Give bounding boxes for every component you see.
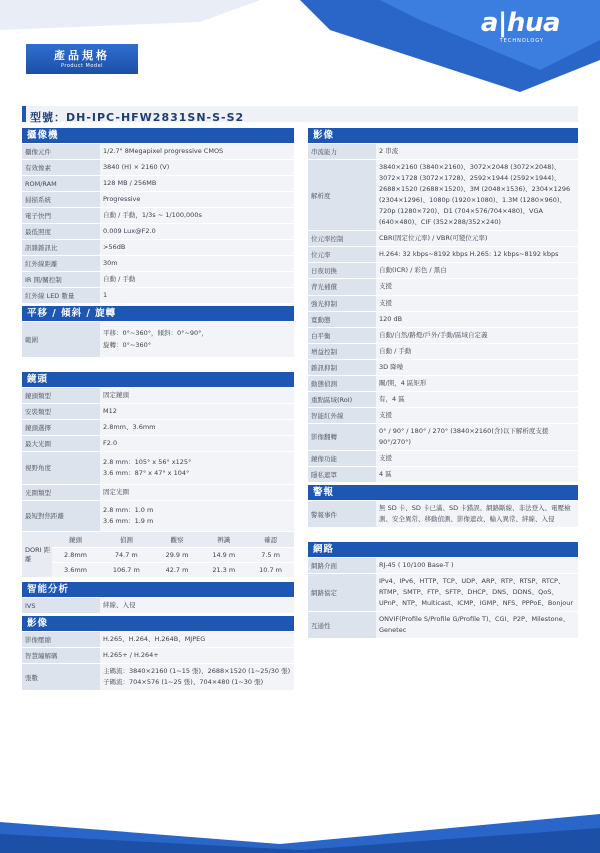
row-value: 支援 <box>376 295 578 311</box>
table-row <box>22 500 294 531</box>
row-key: 強光抑制 <box>308 295 376 311</box>
row-value: CBR(固定位元率) / VBR(可變位元率) <box>376 231 578 247</box>
dori-label: DORI 距離 <box>22 532 52 578</box>
row-value: H.264: 32 kbps~8192 kbps H.265: 12 kbps~8192 kbps <box>376 247 578 263</box>
table-row <box>308 231 578 247</box>
table-row <box>22 435 294 451</box>
table-row <box>22 224 294 240</box>
table-row <box>22 256 294 272</box>
row-key: 視野角度 <box>22 451 100 484</box>
row-key: 動態偵測 <box>308 375 376 391</box>
table-row <box>308 144 578 160</box>
dori-header: 辨識 <box>200 532 247 548</box>
row-value: 4 區 <box>376 467 578 483</box>
row-key: 鏡像功能 <box>308 450 376 466</box>
row-value: 1 <box>100 288 294 304</box>
row-key: 張數 <box>22 664 100 691</box>
dori-cell: 42.7 m <box>154 562 201 577</box>
row-key: 互通性 <box>308 612 376 639</box>
row-key: 串流能力 <box>308 144 376 160</box>
row-value: 關/開，4 區矩形 <box>376 375 578 391</box>
lens-table <box>22 388 294 532</box>
row-value: 自動 / 手動，1/3s ~ 1/100,000s <box>100 208 294 224</box>
model-label: 型號：DH-IPC-HFW2831SN-S-S2 <box>30 111 245 124</box>
product-tag-zh: 產品規格 <box>54 49 110 62</box>
row-key: 背光補償 <box>308 279 376 295</box>
table-row <box>22 288 294 304</box>
row-value: 自動 / 手動 <box>100 272 294 288</box>
table-row <box>22 272 294 288</box>
table-row <box>308 407 578 423</box>
dori-header: 偵測 <box>99 532 154 548</box>
row-value: 2.8mm、3.6mm <box>100 419 294 435</box>
row-key: 紅外線距離 <box>22 256 100 272</box>
dori-cell: 74.7 m <box>99 547 154 562</box>
row-value: 支援 <box>376 279 578 295</box>
row-key: 智能紅外線 <box>308 407 376 423</box>
row-key: 解析度 <box>308 160 376 231</box>
table-row <box>308 391 578 407</box>
row-value: 無 SD 卡、SD 卡已滿、SD 卡錯誤、網路斷線、非法登入、電壓檢測、安全異常、移動偵測、影像遮改、輸入異常、絆線、入侵 <box>376 501 578 528</box>
row-key: 掃描系統 <box>22 192 100 208</box>
dori-table <box>22 532 294 578</box>
fov-3-6: 3.6 mm：87° x 47° x 104° <box>103 468 190 477</box>
table-row <box>308 375 578 391</box>
smart-table <box>22 598 294 614</box>
dori-header: 確認 <box>247 532 294 548</box>
row-value: 固定鏡頭 <box>100 388 294 404</box>
table-row <box>22 532 294 548</box>
table-row <box>308 311 578 327</box>
right-column <box>308 128 578 639</box>
row-value: 1/2.7" 8Megapixel progressive CMOS <box>100 144 294 160</box>
row-key: 最短對焦距離 <box>22 500 100 531</box>
dori-cell: 14.9 m <box>200 547 247 562</box>
row-key: 白平衡 <box>308 327 376 343</box>
row-key: 位元率 <box>308 247 376 263</box>
table-row <box>22 664 294 691</box>
table-row <box>308 450 578 466</box>
table-row <box>308 295 578 311</box>
row-key: ROM/RAM <box>22 176 100 192</box>
table-row <box>308 467 578 483</box>
table-row <box>308 279 578 295</box>
row-value: ONVIF(Profile S/Profile G/Profile T)、CGI、P2P、Milestone、Genetec <box>376 612 578 639</box>
row-key: 影像壓縮 <box>22 632 100 648</box>
footer-band <box>0 808 600 853</box>
table-row <box>22 160 294 176</box>
row-value <box>100 322 294 357</box>
table-row <box>308 501 578 528</box>
row-value: 自動(ICR) / 彩色 / 黑白 <box>376 263 578 279</box>
row-value: F2.0 <box>100 435 294 451</box>
table-row <box>22 648 294 664</box>
row-key: 隱私遮罩 <box>308 467 376 483</box>
model-bar <box>22 106 578 122</box>
row-value: 3840 (H) × 2160 (V) <box>100 160 294 176</box>
row-key: 電子快門 <box>22 208 100 224</box>
dori-cell: 7.5 m <box>247 547 294 562</box>
row-value: 0.009 Lux@F2.0 <box>100 224 294 240</box>
table-row <box>22 144 294 160</box>
dori-cell: 10.7 m <box>247 562 294 577</box>
sub-stream: 子碼流：704×576 (1~25 張)、704×480 (1~30 張) <box>103 678 264 687</box>
table-row <box>22 176 294 192</box>
row-value: 有，4 區 <box>376 391 578 407</box>
dori-header: 鏡頭 <box>52 532 99 548</box>
row-key: 鏡頭類型 <box>22 388 100 404</box>
row-value: RJ-45 ( 10/100 Base-T ) <box>376 558 578 574</box>
section-video-left: 影像 <box>22 616 294 631</box>
row-value: 絆線、入侵 <box>100 598 294 614</box>
dori-cell: 29.9 m <box>154 547 201 562</box>
row-value: 自動/自然/路燈/戶外/手動/區域自定義 <box>376 327 578 343</box>
table-row <box>308 574 578 612</box>
row-value: 支援 <box>376 407 578 423</box>
row-value: M12 <box>100 403 294 419</box>
row-key: 增益控制 <box>308 343 376 359</box>
brand-tagline: TECHNOLOGY <box>499 38 544 44</box>
row-value: 30m <box>100 256 294 272</box>
row-key: 鏡頭選擇 <box>22 419 100 435</box>
table-row <box>308 263 578 279</box>
row-key: 紅外線 LED 數量 <box>22 288 100 304</box>
row-value: 2 串流 <box>376 144 578 160</box>
network-table <box>308 558 578 639</box>
row-key: 智慧編解碼 <box>22 648 100 664</box>
table-row <box>308 359 578 375</box>
dori-cell: 21.3 m <box>200 562 247 577</box>
video-left-table <box>22 632 294 691</box>
main-stream: 主碼流：3840×2160 (1~15 張)、2688×1520 (1~25/30 張) <box>103 667 291 676</box>
table-row <box>308 558 578 574</box>
pan-table <box>22 322 294 357</box>
table-row <box>22 632 294 648</box>
row-key: IR 開/關控制 <box>22 272 100 288</box>
row-value: 固定光圈 <box>100 484 294 500</box>
table-row <box>22 598 294 614</box>
table-row <box>308 612 578 639</box>
table-row <box>308 343 578 359</box>
table-row <box>22 547 294 562</box>
row-key: 網路協定 <box>308 574 376 612</box>
product-tag-en: Product Model <box>60 63 104 69</box>
row-key: 最大光圈 <box>22 435 100 451</box>
row-value <box>100 664 294 691</box>
row-value: 3840×2160 (3840×2160)、3072×2048 (3072×2048)、3072×1728 (3072×1728)、2592×1944 (2592×1944)、2688×1520 (2688×1520)、3M (2048×1536)、2304×1296 (2304×1296)、1080p (1920×1080)、1.3M (1280×960)、720p (1280×720)、D1 (704×576/704×480)、VGA (640×480)、CIF (352×288/352×240) <box>376 160 578 231</box>
brand-logo: a|hua <box>480 8 560 38</box>
alarm-table <box>308 501 578 528</box>
dori-header: 觀察 <box>154 532 201 548</box>
row-value: 3D 降噪 <box>376 359 578 375</box>
row-key: 攝像元件 <box>22 144 100 160</box>
row-value <box>100 451 294 484</box>
section-video-right: 影像 <box>308 128 578 143</box>
row-value: >56dB <box>100 240 294 256</box>
row-key: 日夜切換 <box>308 263 376 279</box>
row-key: 安裝類型 <box>22 403 100 419</box>
row-key: 重點區域(RoI) <box>308 391 376 407</box>
row-key: 範圍 <box>22 322 100 357</box>
row-key: 光圈類型 <box>22 484 100 500</box>
dori-cell: 2.8mm <box>52 547 99 562</box>
table-row <box>22 322 294 357</box>
row-key: 影像翻轉 <box>308 423 376 450</box>
table-row <box>22 562 294 577</box>
section-camera: 攝像機 <box>22 128 294 143</box>
section-network: 網路 <box>308 542 578 557</box>
section-alarm: 警報 <box>308 485 578 500</box>
focus-3-6: 3.6 mm：1.9 m <box>103 516 154 525</box>
table-row <box>22 419 294 435</box>
dori-cell: 3.6mm <box>52 562 99 577</box>
row-key: 訊雜雜訊比 <box>22 240 100 256</box>
table-row <box>22 208 294 224</box>
footer-graphic <box>0 808 600 853</box>
pan-range-2: 旋轉：0°~360° <box>103 340 151 349</box>
row-key: 最低照度 <box>22 224 100 240</box>
row-value: H.265+ / H.264+ <box>100 648 294 664</box>
table-row <box>22 484 294 500</box>
row-value: 自動 / 手動 <box>376 343 578 359</box>
row-value: IPv4、IPv6、HTTP、TCP、UDP、ARP、RTP、RTSP、RTCP、RTMP、SMTP、FTP、SFTP、DHCP、DNS、DDNS、QoS、UPnP、NTP、Multicast、ICMP、IGMP、NFS、PPPoE、Bonjour <box>376 574 578 612</box>
row-key: 網路介面 <box>308 558 376 574</box>
table-row <box>308 327 578 343</box>
table-row <box>22 451 294 484</box>
camera-table <box>22 144 294 304</box>
table-row <box>308 423 578 450</box>
row-value: 128 MB / 256MB <box>100 176 294 192</box>
row-key: 寬動態 <box>308 311 376 327</box>
row-value: 支援 <box>376 450 578 466</box>
row-value: 0° / 90° / 180° / 270° (3840×2160(含)以下解析度支援 90°/270°) <box>376 423 578 450</box>
product-tag <box>26 44 138 74</box>
table-row <box>22 192 294 208</box>
focus-2-8: 2.8 mm：1.0 m <box>103 505 154 514</box>
row-key: 警報事件 <box>308 501 376 528</box>
row-value <box>100 500 294 531</box>
row-key: 有效像素 <box>22 160 100 176</box>
fov-2-8: 2.8 mm：105° x 56° x125° <box>103 457 192 466</box>
row-value: 120 dB <box>376 311 578 327</box>
table-row <box>22 240 294 256</box>
row-key: 雜訊抑制 <box>308 359 376 375</box>
section-pan-tilt: 平移 / 傾斜 / 旋轉 <box>22 306 294 321</box>
row-key: 位元率控制 <box>308 231 376 247</box>
pan-range-1: 平移：0°~360°，傾斜：0°~90°， <box>103 329 208 338</box>
row-key: IVS <box>22 598 100 614</box>
dori-cell: 106.7 m <box>99 562 154 577</box>
table-row <box>22 403 294 419</box>
section-smart: 智能分析 <box>22 582 294 597</box>
table-row <box>308 160 578 231</box>
section-lens: 鏡頭 <box>22 372 294 387</box>
row-value: Progressive <box>100 192 294 208</box>
left-column <box>22 128 294 691</box>
table-row <box>308 247 578 263</box>
video-right-table <box>308 144 578 483</box>
row-value: H.265、H.264、H.264B、MJPEG <box>100 632 294 648</box>
table-row <box>22 388 294 404</box>
